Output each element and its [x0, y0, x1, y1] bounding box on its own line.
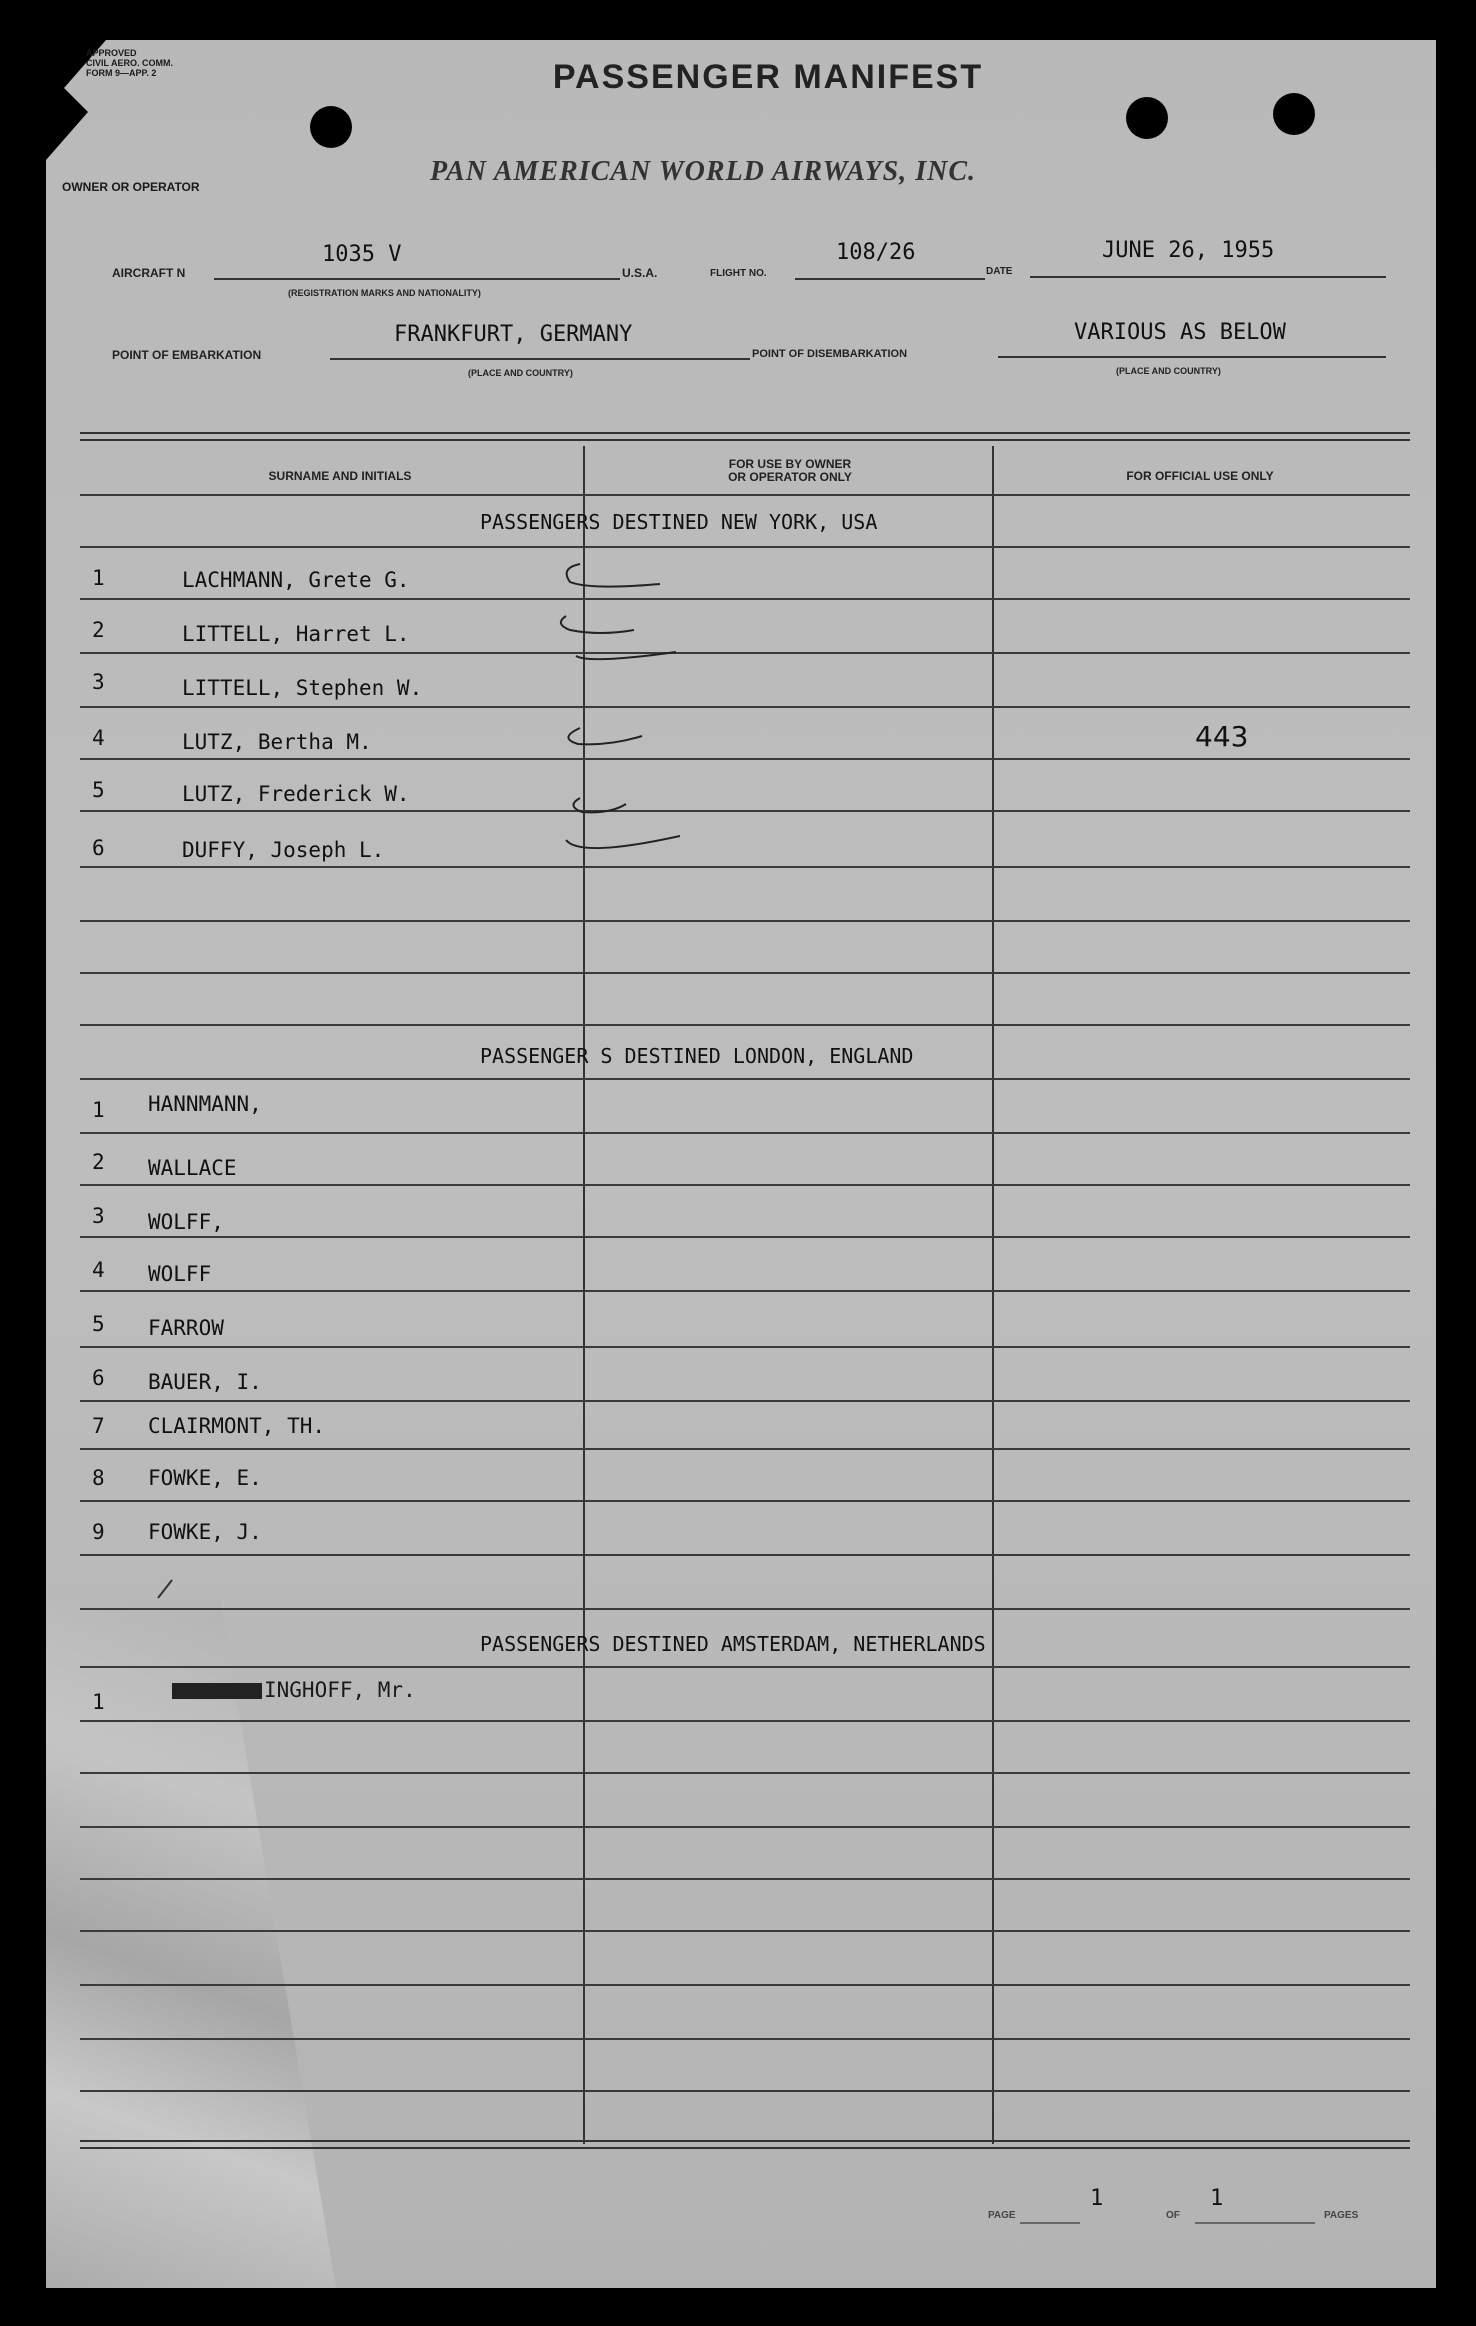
row-rule	[80, 1184, 1410, 1186]
pencil-stroke	[158, 1580, 172, 1598]
punch-hole-right-1	[1126, 97, 1168, 139]
embark-sub-label: (PLACE AND COUNTRY)	[468, 368, 573, 378]
row-rule	[80, 1772, 1410, 1774]
passenger-name: FOWKE, E.	[148, 1466, 262, 1490]
passenger-name: LITTELL, Harret L.	[182, 622, 410, 646]
passenger-name: LUTZ, Frederick W.	[182, 782, 410, 806]
passenger-number: 2	[92, 618, 105, 642]
row-rule	[80, 2090, 1410, 2092]
usa-label: U.S.A.	[622, 266, 658, 280]
passenger-name: FARROW	[148, 1316, 224, 1340]
row-rule	[80, 866, 1410, 868]
section-title-amsterdam: PASSENGERS DESTINED AMSTERDAM, NETHERLANDS	[480, 1632, 986, 1656]
page-value: 1	[1090, 2186, 1104, 2211]
aircraft-value: 1035 V	[322, 242, 402, 267]
passenger-number: 1	[92, 1098, 105, 1122]
row-rule	[80, 758, 1410, 760]
passenger-number: 3	[92, 670, 105, 694]
passenger-number: 5	[92, 778, 105, 802]
passenger-name: FOWKE, J.	[148, 1520, 262, 1544]
disembark-label: POINT OF DISEMBARKATION	[752, 348, 908, 360]
redaction-bar	[172, 1683, 262, 1699]
page-underline	[1020, 2222, 1080, 2224]
row-rule	[80, 1400, 1410, 1402]
row-rule	[80, 598, 1410, 600]
passenger-name: LACHMANN, Grete G.	[182, 568, 410, 592]
row-rule	[80, 1236, 1410, 1238]
row-rule	[80, 1448, 1410, 1450]
flight-label: FLIGHT NO.	[710, 268, 767, 279]
passenger-number: 9	[92, 1520, 105, 1544]
row-rule	[80, 972, 1410, 974]
column-header-surname: SURNAME AND INITIALS	[268, 469, 412, 483]
passenger-name: WOLFF	[148, 1262, 212, 1286]
passenger-number: 4	[92, 726, 105, 750]
embark-label: POINT OF EMBARKATION	[112, 348, 262, 362]
page-label: PAGE	[988, 2210, 1016, 2221]
row-rule	[80, 1500, 1410, 1502]
pages-label: PAGES	[1324, 2210, 1359, 2221]
disembark-value: VARIOUS AS BELOW	[1074, 320, 1286, 345]
table-top-rule	[80, 432, 1410, 441]
passenger-name: LUTZ, Bertha M.	[182, 730, 372, 754]
passenger-name: WALLACE	[148, 1156, 237, 1180]
approval-note: APPROVED CIVIL AERO. COMM. FORM 9—APP. 2	[86, 48, 174, 78]
check-mark	[573, 798, 626, 812]
of-value: 1	[1210, 2186, 1224, 2211]
aircraft-sub-label: (REGISTRATION MARKS AND NATIONALITY)	[288, 288, 481, 298]
row-rule	[80, 1078, 1410, 1080]
row-rule	[80, 1554, 1410, 1556]
section-title-new-york: PASSENGERS DESTINED NEW YORK, USA	[480, 510, 878, 534]
passenger-name: CLAIRMONT, TH.	[148, 1414, 326, 1438]
row-rule	[80, 1930, 1410, 1932]
check-mark	[566, 836, 680, 848]
passenger-number: 2	[92, 1150, 105, 1174]
embark-value: FRANKFURT, GERMANY	[394, 322, 633, 347]
date-label: DATE	[986, 266, 1013, 277]
check-mark	[561, 616, 634, 633]
owner-label: OWNER OR OPERATOR	[62, 180, 200, 194]
passenger-number: 4	[92, 1258, 105, 1282]
passenger-number: 1	[92, 566, 105, 590]
table-header-rule	[80, 494, 1410, 496]
disembark-underline	[998, 356, 1386, 358]
passenger-name: DUFFY, Joseph L.	[182, 838, 385, 862]
passenger-number: 6	[92, 836, 105, 860]
passenger-name-row	[172, 1678, 416, 1702]
date-value: JUNE 26, 1955	[1102, 238, 1275, 263]
passenger-name: HANNMANN,	[148, 1092, 262, 1116]
passenger-number: 3	[92, 1204, 105, 1228]
disembark-sub-label: (PLACE AND COUNTRY)	[1116, 366, 1221, 376]
column-header-official-use: FOR OFFICIAL USE ONLY	[1126, 469, 1274, 483]
check-mark	[567, 564, 660, 587]
row-rule	[80, 1608, 1410, 1610]
official-annotation: 443	[1195, 720, 1249, 753]
row-rule	[80, 1878, 1410, 1880]
row-rule	[80, 546, 1410, 548]
passenger-number: 1	[92, 1690, 105, 1714]
flight-value: 108/26	[836, 240, 916, 265]
check-marks	[530, 560, 680, 860]
embark-underline	[330, 358, 750, 360]
passenger-number: 5	[92, 1312, 105, 1336]
passenger-name: INGHOFF, Mr.	[264, 1678, 416, 1702]
row-rule	[80, 652, 1410, 654]
aircraft-label: AIRCRAFT N	[112, 266, 186, 280]
row-rule	[80, 920, 1410, 922]
passenger-name: LITTELL, Stephen W.	[182, 676, 423, 700]
row-rule	[80, 1720, 1410, 1722]
row-rule	[80, 1346, 1410, 1348]
form-title: PASSENGER MANIFEST	[552, 58, 984, 96]
airline-name: PAN AMERICAN WORLD AIRWAYS, INC.	[430, 156, 977, 187]
row-rule	[80, 810, 1410, 812]
passenger-number: 8	[92, 1466, 105, 1490]
section-title-london: PASSENGER S DESTINED LONDON, ENGLAND	[480, 1044, 914, 1068]
date-underline	[1030, 276, 1386, 278]
row-rule	[80, 1290, 1410, 1292]
passenger-number: 7	[92, 1414, 105, 1438]
flight-underline	[795, 278, 985, 280]
punch-hole-right-2	[1273, 93, 1315, 135]
row-rule	[80, 1024, 1410, 1026]
row-rule	[80, 1666, 1410, 1668]
row-rule	[80, 1984, 1410, 1986]
passenger-name: BAUER, I.	[148, 1370, 262, 1394]
check-mark	[568, 728, 642, 744]
of-underline	[1195, 2222, 1315, 2224]
column-divider-2	[992, 446, 994, 2144]
row-rule	[80, 706, 1410, 708]
pencil-mark	[154, 1576, 178, 1600]
check-mark	[576, 652, 676, 659]
passenger-number: 6	[92, 1366, 105, 1390]
row-rule	[80, 1826, 1410, 1828]
passenger-name: WOLFF,	[148, 1210, 224, 1234]
column-header-owner-use: FOR USE BY OWNER OR OPERATOR ONLY	[728, 457, 852, 484]
punch-hole-left	[310, 106, 352, 148]
of-label: OF	[1166, 2210, 1180, 2221]
row-rule	[80, 2038, 1410, 2040]
table-bottom-rule	[80, 2140, 1410, 2149]
row-rule	[80, 1132, 1410, 1134]
aircraft-underline	[214, 278, 620, 280]
